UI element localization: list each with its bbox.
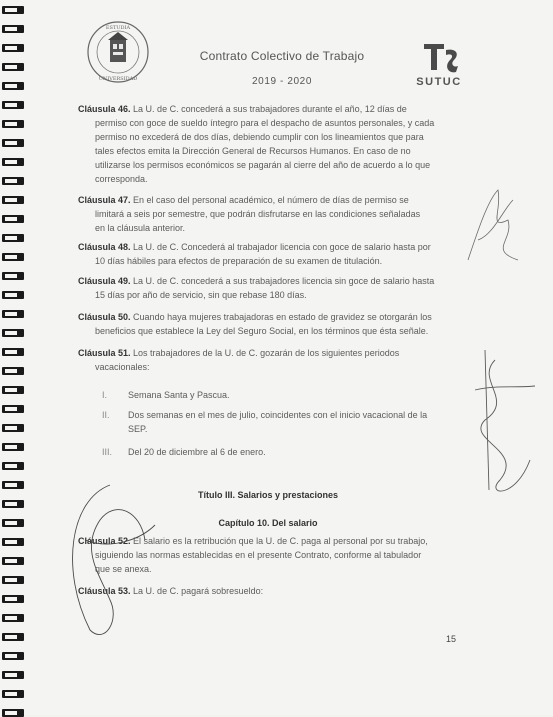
- binding-coil: [2, 671, 24, 679]
- clause-47: [78, 193, 458, 235]
- clause-label: Cláusula 50.: [78, 312, 131, 322]
- binding-coil: [2, 481, 24, 489]
- list-item-text-line: SEP.: [128, 424, 148, 434]
- clause-52: [78, 534, 458, 576]
- contract-title: Contrato Colectivo de Trabajo: [199, 49, 365, 63]
- clause-text-line: beneficios que establece la Ley del Seguro Social, en los términos que ésta señale.: [95, 326, 429, 336]
- clause-text-line: que se anexa.: [95, 564, 152, 574]
- binding-coil: [2, 652, 24, 660]
- binding-coil: [2, 405, 24, 413]
- clause-text-line: siguiendo las normas establecidas en el presente Contrato, conforme al tabulador: [95, 550, 422, 560]
- title-iii-heading: Título III. Salarios y prestaciones: [197, 490, 339, 500]
- clause-text-line: en la cláusula anterior.: [95, 223, 186, 233]
- spiral-binding: [0, 0, 26, 715]
- list-numeral: III.: [102, 447, 113, 457]
- binding-coil: [2, 576, 24, 584]
- sutuc-logo-text: SUTUC: [416, 76, 462, 88]
- clause-text-line: tales efectos emita la Dirección General de Recursos Humanos. En caso de no: [95, 146, 411, 156]
- binding-coil: [2, 348, 24, 356]
- clause-text-line: corresponda.: [95, 174, 148, 184]
- binding-coil: [2, 329, 24, 337]
- binding-coil: [2, 386, 24, 394]
- clause-text-line: Cuando haya mujeres trabajadoras en estado de gravidez se otorgarán los: [133, 312, 432, 322]
- clause-label: Cláusula 53.: [78, 586, 131, 596]
- clause-text-line: El salario es la retribución que la U. de C. paga al personal por su trabajo,: [133, 536, 428, 546]
- binding-coil: [2, 234, 24, 242]
- binding-coil: [2, 63, 24, 71]
- binding-coil: [2, 6, 24, 14]
- clause-text-line: permiso con goce de sueldo íntegro para el despacho de asuntos personales, y cada: [95, 118, 435, 128]
- binding-coil: [2, 709, 24, 717]
- binding-coil: [2, 538, 24, 546]
- list-item-text: [128, 408, 458, 436]
- university-seal-icon: [86, 20, 150, 84]
- clause-label: Cláusula 51.: [78, 348, 131, 358]
- clause-label: Cláusula 46.: [78, 104, 131, 114]
- binding-coil: [2, 177, 24, 185]
- clause-text-line: La U. de C. Concederá al trabajador licencia con goce de salario hasta por: [133, 242, 431, 252]
- signature-mark-middle: [455, 340, 540, 500]
- binding-coil: [2, 519, 24, 527]
- binding-coil: [2, 443, 24, 451]
- binding-coil: [2, 120, 24, 128]
- binding-coil: [2, 101, 24, 109]
- clause-text-line: La U. de C. pagará sobresueldo:: [133, 586, 264, 596]
- binding-coil: [2, 500, 24, 508]
- binding-coil: [2, 633, 24, 641]
- list-item-text-line: Dos semanas en el mes de julio, coincidentes con el inicio vacacional de la: [128, 410, 428, 420]
- signature-mark-top: [458, 180, 528, 270]
- binding-coil: [2, 215, 24, 223]
- clause-text-line: 15 días por año de servicio, sin que rebase 180 días.: [95, 290, 307, 300]
- clause-text-line: La U. de C. concederá a sus trabajadores licencia sin goce de salario hasta: [133, 276, 435, 286]
- list-numeral: I.: [102, 390, 108, 400]
- binding-coil: [2, 424, 24, 432]
- binding-coil: [2, 310, 24, 318]
- clause-48: [78, 240, 458, 268]
- binding-coil: [2, 614, 24, 622]
- clause-text-line: permiso no excederá de dos días, debiendo cumplir con los lineamientos que para: [95, 132, 424, 142]
- binding-coil: [2, 367, 24, 375]
- clause-46: [78, 102, 458, 186]
- clause-53: [78, 584, 458, 598]
- clause-label: Cláusula 47.: [78, 195, 131, 205]
- binding-coil: [2, 44, 24, 52]
- binding-coil: [2, 557, 24, 565]
- clause-50: [78, 310, 458, 338]
- page-number: 15: [446, 634, 457, 644]
- binding-coil: [2, 25, 24, 33]
- binding-coil: [2, 196, 24, 204]
- clause-label: Cláusula 48.: [78, 242, 131, 252]
- clause-49: [78, 274, 458, 302]
- list-numeral: II.: [102, 410, 110, 420]
- clause-text-line: limitará a seis por semestre, que podrán disfrutarse en las condiciones señaladas: [95, 209, 421, 219]
- binding-coil: [2, 291, 24, 299]
- binding-coil: [2, 139, 24, 147]
- clause-label: Cláusula 52.: [78, 536, 131, 546]
- clause-text-line: La U. de C. concederá a sus trabajadores durante el año, 12 días de: [133, 104, 407, 114]
- clause-text-line: En el caso del personal académico, el número de días de permiso se: [133, 195, 409, 205]
- chapter-10-heading: Capítulo 10. Del salario: [218, 518, 318, 528]
- binding-coil: [2, 272, 24, 280]
- list-item-text: Semana Santa y Pascua.: [128, 390, 230, 400]
- clause-text-line: utilizarse los permisos económicos se pagarán al cierre del año de acuerdo a lo que: [95, 160, 431, 170]
- clause-label: Cláusula 49.: [78, 276, 131, 286]
- svg-text:UNIVERSIDAD: UNIVERSIDAD: [98, 76, 138, 82]
- binding-coil: [2, 595, 24, 603]
- svg-text:ESTUDIA: ESTUDIA: [105, 25, 131, 31]
- list-item-text: Del 20 de diciembre al 6 de enero.: [128, 447, 266, 457]
- contract-years: 2019 - 2020: [252, 76, 312, 87]
- binding-coil: [2, 253, 24, 261]
- clause-text-line: vacacionales:: [95, 362, 150, 372]
- binding-coil: [2, 690, 24, 698]
- binding-coil: [2, 462, 24, 470]
- binding-coil: [2, 158, 24, 166]
- binding-coil: [2, 82, 24, 90]
- clause-text-line: Los trabajadores de la U. de C. gozarán de los siguientes periodos: [133, 348, 400, 358]
- clause-51: [78, 346, 458, 374]
- clause-text-line: 10 días hábiles para efectos de preparación de su examen de titulación.: [95, 256, 383, 266]
